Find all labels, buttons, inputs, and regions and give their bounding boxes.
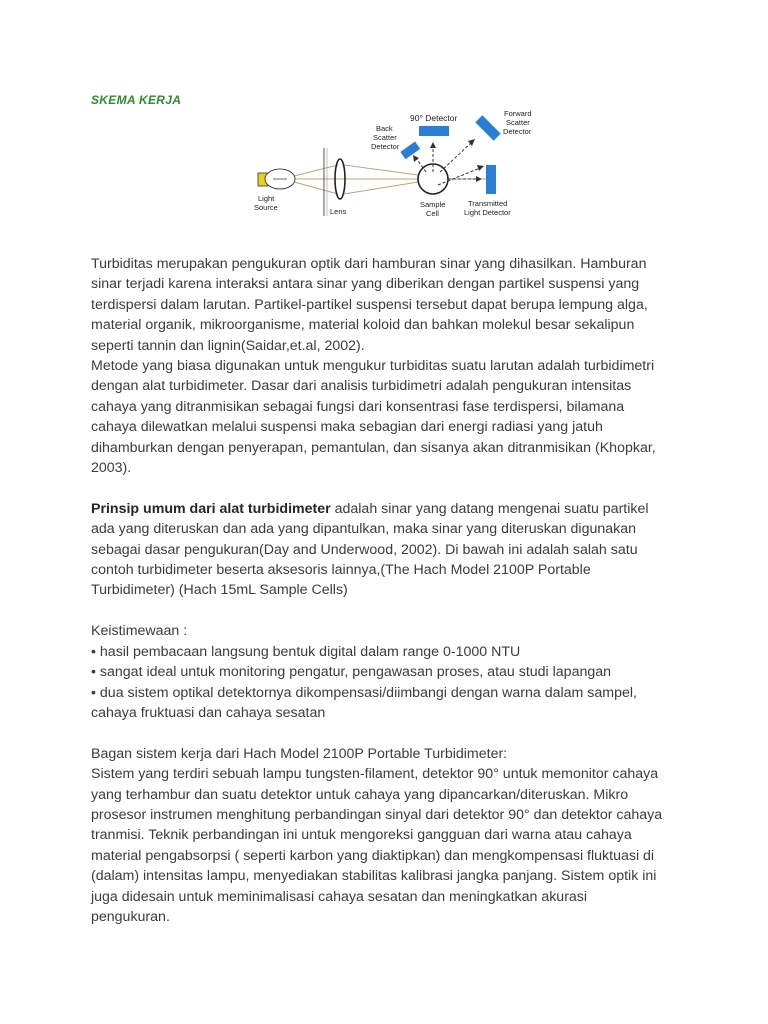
features-list [91,621,691,723]
text-line: Metode yang biasa digunakan untuk mengukur turbiditas suatu larutan adalah turbidimetri [91,358,655,375]
label-90-detector: 90° Detector [410,113,458,123]
transmitted-detector-icon [486,165,496,194]
label-lens: Lens [330,207,347,216]
text-line: Bagan sistem kerja dari Hach Model 2100P Portable Turbidimeter: [91,745,508,762]
turbidimeter-schematic [232,106,538,224]
label-transmitted-detector: Transmitted Light Detector [464,199,511,217]
label-sample-cell: Sample Cell [420,200,446,218]
text-line: 2003). [91,460,132,477]
text-line: pengukuran. [91,908,170,925]
text-line: terdispersi dalam larutan. Partikel-partikel suspensi tersebut dapat berupa lempung alga, [91,296,648,313]
text-run: adalah sinar yang datang mengenai suatu partikel [330,500,649,517]
list-item: cahaya fruktuasi dan cahaya sesatan [91,704,326,721]
text-line: ada yang diteruskan dan ada yang dipantulkan, maka sinar yang diteruskan digunakan [91,521,637,538]
text-line: prosesor instrumen menghitung perbandingan sinyal dari detektor 90° dan detektor cahaya [91,806,663,823]
text-line: seperti tannin dan lignin(Saidar,et.al, 2002). [91,337,365,354]
text-line: sebagai dasar pengukuran(Day and Underwood, 2002). Di bawah ini adalah salah satu [91,541,638,558]
bold-lead: Prinsip umum dari alat turbidimeter [91,500,331,517]
label-back-scatter: Back Scatter Detector [371,124,400,151]
text-line: dengan alat turbidimeter. Dasar dari analisis turbidimetri adalah pengukuran intensitas [91,378,632,395]
sample-cell-icon [418,164,448,194]
text-line [91,499,691,519]
section-heading: SKEMA KERJA [91,93,182,107]
text-line: material organik, mikroorganisme, material koloid dan bahkan molekul besar sekalipun [91,317,635,334]
text-line: Turbiditas merupakan pengukuran optik dari hamburan sinar yang dihasilkan. Hamburan [91,256,647,272]
features-title: Keistimewaan : [91,623,188,640]
text-line: dihamburkan dengan penyerapan, pemantulan, dan sisanya akan ditranmisikan (Khopkar, [91,439,656,456]
paragraph-prinsip [91,499,691,601]
list-item: • hasil pembacaan langsung bentuk digital dalam range 0-1000 NTU [91,643,521,660]
text-line: juga didesain untuk meminimalisasi cahaya sesatan dan meningkatkan akurasi [91,888,588,905]
text-line: contoh turbidimeter beserta aksesoris lainnya,(The Hach Model 2100P Portable [91,562,591,579]
label-forward-scatter: Forward Scatter Detector [503,109,532,136]
text-line: cahaya yang ditranmisikan sebagai fungsi dari konsentrasi fase terdispersi, bilamana [91,398,625,415]
text-line: (dalam) intensitas lampu, menyediakan stabilitas kalibrasi jangka panjang. Sistem optik ini [91,868,657,885]
paragraph-bagan [91,744,691,928]
paragraph-turbiditas [91,254,691,478]
text-line: yang terhambur dan suatu detektor untuk cahaya yang dipancarkan/diteruskan. Mikro [91,786,629,803]
detector-90-icon [419,126,449,136]
text-line: Turbidimeter) (Hach 15mL Sample Cells) [91,582,348,599]
text-line: cahaya dilewatkan melalui suspensi maka sebagian dari energi radiasi yang jatuh [91,419,603,436]
text-line: tranmisi. Teknik perbandingan ini untuk mengoreksi gangguan dari warna atau cahaya [91,827,632,844]
text-line: sinar terjadi karena interaksi antara sinar yang diberikan dengan partikel suspensi yang [91,276,640,293]
document-body [91,254,691,927]
list-item: • sangat ideal untuk monitoring pengatur, pengawasan proses, atau studi lapangan [91,664,612,681]
list-item: • dua sistem optikal detektornya dikompensasi/diimbangi dengan warna dalam sampel, [91,684,637,701]
text-line: Sistem yang terdiri sebuah lampu tungsten-filament, detektor 90° untuk memonitor cahaya [91,766,659,783]
label-light-source: Light Source [254,194,278,212]
text-line: material pengabsorpsi ( seperti karbon yang diaktipkan) dan mengkompensasi fluktuasi di [91,847,655,864]
